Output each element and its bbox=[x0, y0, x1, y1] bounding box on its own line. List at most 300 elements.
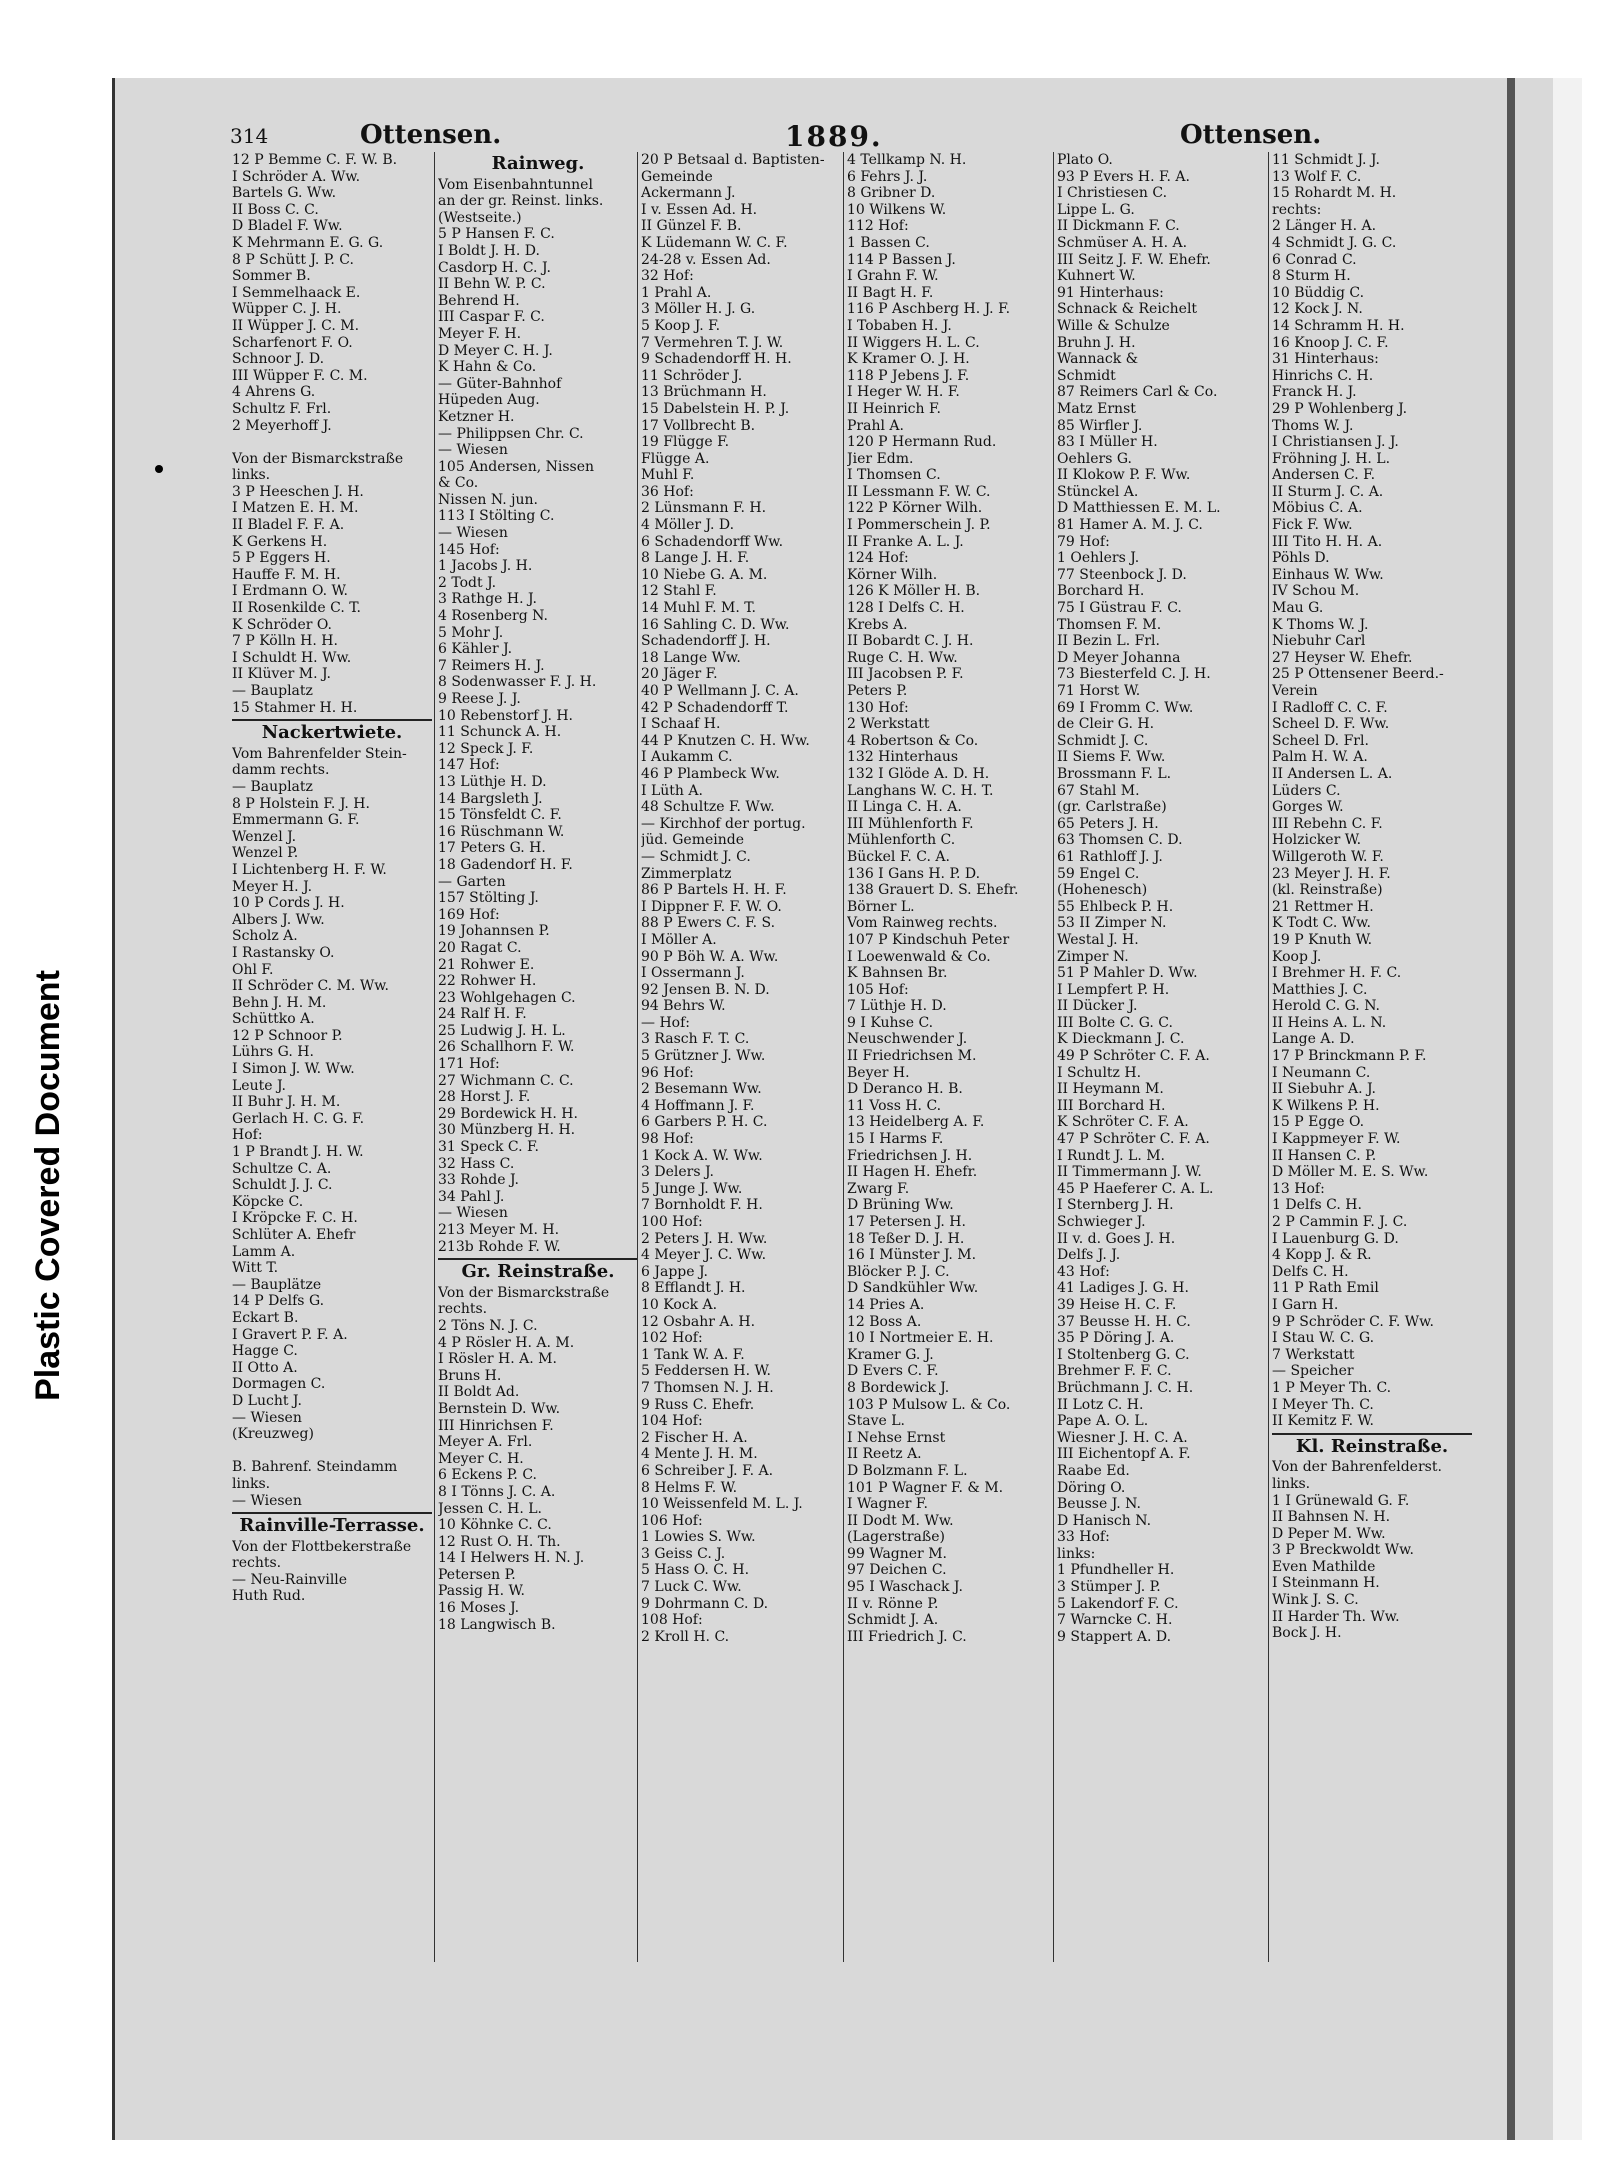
directory-entry: II Franke A. L. J. bbox=[847, 533, 964, 550]
directory-entry: Schultze C. A. bbox=[232, 1160, 332, 1177]
directory-entry: Niebuhr Carl bbox=[1272, 633, 1366, 650]
directory-entry: 157 Stölting J. bbox=[438, 890, 539, 907]
directory-entry: 171 Hof: bbox=[438, 1056, 500, 1073]
directory-entry: 114 P Bassen J. bbox=[847, 251, 956, 268]
directory-entry: D Matthiessen E. M. L. bbox=[1057, 500, 1221, 517]
directory-entry: 88 P Ewers C. F. S. bbox=[641, 915, 776, 932]
directory-entry: I Nehse Ernst bbox=[847, 1429, 946, 1446]
directory-entry: II Dodt M. Ww. bbox=[847, 1512, 954, 1529]
directory-entry: Passig H. W. bbox=[438, 1583, 525, 1600]
directory-entry: 23 Meyer J. H. F. bbox=[1272, 865, 1391, 882]
directory-entry: — Bauplatz bbox=[232, 683, 313, 699]
directory-entry: III Borchard H. bbox=[1057, 1097, 1166, 1114]
directory-entry: Eckart B. bbox=[232, 1309, 299, 1326]
directory-entry: III Mühlenforth F. bbox=[847, 815, 974, 832]
directory-entry: 107 P Kindschuh Peter bbox=[847, 931, 1010, 948]
directory-entry: 7 Warncke C. H. bbox=[1057, 1612, 1173, 1629]
directory-entry: 37 Beusse H. H. C. bbox=[1057, 1313, 1191, 1330]
directory-entry: 61 Rathloff J. J. bbox=[1057, 848, 1163, 865]
directory-entry: Westal J. H. bbox=[1057, 931, 1139, 948]
directory-entry: Fröhning J. H. L. bbox=[1272, 450, 1391, 467]
directory-entry: 10 P Cords J. H. bbox=[232, 895, 345, 912]
directory-entry: 132 Hinterhaus bbox=[847, 749, 959, 766]
directory-entry: 6 Schadendorff Ww. bbox=[641, 533, 784, 550]
directory-entry: 29 Bordewick H. H. bbox=[438, 1105, 578, 1122]
directory-entry: Lange A. D. bbox=[1272, 1031, 1355, 1048]
directory-entry: 13 Hof: bbox=[1272, 1180, 1325, 1197]
directory-entry: 14 Muhl F. M. T. bbox=[641, 600, 756, 617]
directory-entry: 28 Horst J. F. bbox=[438, 1089, 531, 1106]
directory-entry: 11 Schröder J. bbox=[641, 367, 743, 384]
directory-entry: I v. Essen Ad. H. bbox=[641, 201, 758, 218]
directory-entry: Schadendorff J. H. bbox=[641, 633, 771, 650]
directory-entry: I Lichtenberg H. F. W. bbox=[232, 861, 387, 878]
directory-entry: II Heymann M. bbox=[1057, 1081, 1164, 1098]
directory-entry: 9 Schadendorff H. H. bbox=[641, 351, 792, 368]
directory-entry: 12 Osbahr A. H. bbox=[641, 1313, 756, 1330]
directory-entry: 12 Boss A. bbox=[847, 1313, 922, 1330]
directory-entry: Bückel F. C. A. bbox=[847, 848, 950, 865]
page-binding bbox=[1507, 78, 1515, 2140]
directory-entry: 42 P Schadendorff T. bbox=[641, 699, 789, 716]
directory-entry: Schuldt J. J. C. bbox=[232, 1177, 333, 1194]
directory-entry: Scheel D. F. Ww. bbox=[1272, 716, 1390, 733]
directory-entry: Vom Bahrenfelder Stein- bbox=[232, 745, 407, 762]
directory-entry: I Aukamm C. bbox=[641, 749, 733, 766]
directory-entry: 34 Pahl J. bbox=[438, 1188, 505, 1205]
directory-entry: II Schröder C. M. Ww. bbox=[232, 978, 389, 995]
directory-entry: Hauffe F. M. H. bbox=[232, 566, 341, 583]
directory-entry: Zimmerplatz bbox=[641, 865, 732, 882]
directory-entry: 21 Rettmer H. bbox=[1272, 898, 1374, 915]
directory-entry: Jessen C. H. L. bbox=[438, 1500, 542, 1517]
directory-entry: Schwieger J. bbox=[1057, 1214, 1146, 1230]
directory-entry: Petersen P. bbox=[438, 1566, 516, 1583]
directory-entry: Wannack & bbox=[1057, 351, 1139, 368]
directory-entry: Schmüser A. H. A. bbox=[1057, 234, 1188, 251]
directory-entry: D Hanisch N. bbox=[1057, 1512, 1152, 1529]
directory-entry: 91 Hinterhaus: bbox=[1057, 284, 1164, 301]
directory-column-1 bbox=[232, 152, 432, 1605]
directory-entry: 14 Pries A. bbox=[847, 1296, 925, 1313]
directory-entry: 36 Hof: bbox=[641, 483, 694, 500]
directory-entry: Einhaus W. Ww. bbox=[1272, 566, 1384, 583]
directory-entry: Von der Bahrenfelderst. bbox=[1272, 1459, 1442, 1476]
directory-entry: 1 Pfundheller H. bbox=[1057, 1562, 1175, 1579]
directory-entry: 3 Möller H. J. G. bbox=[641, 301, 756, 318]
directory-entry: I Meyer Th. C. bbox=[1272, 1396, 1374, 1413]
directory-entry: Franck H. J. bbox=[1272, 384, 1357, 401]
directory-entry: K Dieckmann J. C. bbox=[1057, 1031, 1185, 1048]
directory-entry: 4 Meyer J. C. Ww. bbox=[641, 1247, 767, 1264]
directory-entry: 7 Vermehren T. J. W. bbox=[641, 334, 784, 351]
directory-entry: 2 Meyerhoff J. bbox=[232, 417, 332, 434]
directory-entry: 10 Wilkens W. bbox=[847, 201, 947, 218]
directory-entry: — Speicher bbox=[1272, 1363, 1354, 1380]
directory-entry: 7 Werkstatt bbox=[1272, 1346, 1355, 1363]
directory-entry: Vom Rainweg rechts. bbox=[847, 915, 998, 932]
directory-entry: 33 Hof: bbox=[1057, 1529, 1110, 1546]
directory-entry: 2 Werkstatt bbox=[847, 716, 930, 733]
directory-entry: 94 Behrs W. bbox=[641, 998, 726, 1015]
directory-entry: — Bauplätze bbox=[232, 1276, 322, 1293]
directory-entry: 23 Wohlgehagen C. bbox=[438, 989, 576, 1006]
directory-entry: 43 Hof: bbox=[1057, 1263, 1110, 1280]
directory-entry: II Boss C. C. bbox=[232, 201, 319, 218]
directory-entry: II Otto A. bbox=[232, 1359, 298, 1376]
directory-column-2 bbox=[438, 152, 638, 1633]
directory-entry: III Jacobsen P. F. bbox=[847, 666, 964, 683]
directory-entry: 20 Jäger F. bbox=[641, 666, 718, 683]
directory-entry: II Reetz A. bbox=[847, 1446, 922, 1463]
directory-entry: 86 P Bartels H. H. F. bbox=[641, 882, 787, 899]
directory-entry: 10 Büddig C. bbox=[1272, 284, 1365, 301]
directory-entry: 14 Schramm H. H. bbox=[1272, 317, 1405, 334]
directory-entry: Kramer G. J. bbox=[847, 1346, 934, 1363]
directory-entry: Gemeinde bbox=[641, 168, 713, 185]
directory-entry: III Tito H. H. A. bbox=[1272, 533, 1383, 550]
directory-entry: I Garn H. bbox=[1272, 1296, 1339, 1313]
directory-entry: rechts: bbox=[1272, 201, 1322, 218]
directory-entry: K Schröder O. bbox=[232, 616, 332, 633]
directory-entry: I Möller A. bbox=[641, 931, 717, 948]
directory-entry: 16 I Münster J. M. bbox=[847, 1247, 977, 1264]
directory-entry: 6 Conrad C. bbox=[1272, 251, 1357, 268]
directory-entry: I Christiansen J. J. bbox=[1272, 434, 1399, 451]
directory-entry: — Hof: bbox=[641, 1014, 690, 1031]
directory-entry: 11 Voss H. C. bbox=[847, 1097, 942, 1114]
directory-entry: I Stoltenberg G. C. bbox=[1057, 1346, 1190, 1363]
directory-entry: II Günzel F. B. bbox=[641, 218, 742, 235]
street-heading: Rainville-Terrasse. bbox=[239, 1515, 425, 1537]
directory-entry: I Simon J. W. Ww. bbox=[232, 1061, 355, 1078]
directory-entry: 6 Schreiber J. F. A. bbox=[641, 1462, 774, 1479]
directory-entry: 3 Rasch F. T. C. bbox=[641, 1031, 750, 1048]
directory-entry: 8 Helms F. W. bbox=[641, 1479, 738, 1496]
directory-entry: I Schuldt H. Ww. bbox=[232, 649, 352, 666]
directory-entry: 108 Hof: bbox=[641, 1612, 703, 1629]
directory-entry: 10 Rebenstorf J. H. bbox=[438, 707, 574, 724]
directory-entry: I Lüth A. bbox=[641, 782, 703, 799]
directory-entry: Zimper N. bbox=[1057, 948, 1129, 965]
directory-entry: 15 Stahmer H. H. bbox=[232, 699, 358, 716]
directory-entry: 7 Bornholdt F. H. bbox=[641, 1197, 763, 1214]
directory-entry: Mühlenforth C. bbox=[847, 832, 956, 849]
directory-entry: links. bbox=[232, 1475, 271, 1492]
directory-entry: D Bolzmann F. L. bbox=[847, 1462, 968, 1479]
directory-entry: II Siems F. Ww. bbox=[1057, 749, 1166, 766]
directory-entry: Wenzel J. bbox=[232, 828, 297, 845]
directory-entry: 5 Koop J. F. bbox=[641, 317, 721, 334]
directory-entry: II Hansen C. P. bbox=[1272, 1147, 1377, 1164]
directory-entry: II Friedrichsen M. bbox=[847, 1048, 977, 1065]
directory-entry: II Harder Th. Ww. bbox=[1272, 1608, 1400, 1625]
column-divider bbox=[637, 152, 638, 1962]
directory-entry: 11 Schmidt J. J. bbox=[1272, 152, 1380, 168]
directory-entry: Meyer A. Frl. bbox=[438, 1434, 533, 1451]
directory-entry: Köpcke C. bbox=[232, 1193, 304, 1210]
directory-entry: I Heger W. H. F. bbox=[847, 384, 960, 401]
directory-entry: II Lessmann F. W. C. bbox=[847, 483, 991, 500]
directory-entry: 27 Wichmann C. C. bbox=[438, 1072, 574, 1089]
directory-entry: I Dippner F. F. W. O. bbox=[641, 898, 782, 915]
directory-entry: rechts. bbox=[438, 1301, 488, 1318]
directory-entry: 4 Schmidt J. G. C. bbox=[1272, 234, 1397, 251]
directory-entry: Gerlach H. C. G. F. bbox=[232, 1110, 365, 1127]
section-rule bbox=[232, 1512, 432, 1514]
directory-entry: Bruhn J. H. bbox=[1057, 334, 1136, 351]
directory-entry: & Co. bbox=[438, 475, 479, 492]
directory-entry: 1 Jacobs J. H. bbox=[438, 558, 533, 575]
directory-entry: I Tobaben H. J. bbox=[847, 317, 952, 334]
directory-entry: Friedrichsen J. H. bbox=[847, 1147, 973, 1164]
directory-entry: 31 Speck C. F. bbox=[438, 1139, 539, 1156]
directory-entry: 102 Hof: bbox=[641, 1330, 703, 1347]
directory-entry: rechts. bbox=[232, 1555, 282, 1572]
directory-entry: I Schultz H. bbox=[1057, 1064, 1142, 1081]
directory-entry: 145 Hof: bbox=[438, 541, 500, 558]
directory-entry: links. bbox=[1272, 1475, 1311, 1492]
directory-entry: III Hinrichsen F. bbox=[438, 1417, 554, 1434]
directory-entry: 7 Reimers H. J. bbox=[438, 657, 545, 674]
directory-entry: Even Mathilde bbox=[1272, 1558, 1376, 1575]
directory-entry: 27 Heyser W. Ehefr. bbox=[1272, 649, 1413, 666]
directory-entry: II Behn W. P. C. bbox=[438, 276, 546, 293]
directory-entry: 1 Lowies S. Ww. bbox=[641, 1529, 756, 1546]
directory-entry: II v. Rönne P. bbox=[847, 1595, 939, 1612]
directory-entry: 1 Bassen C. bbox=[847, 234, 930, 251]
directory-entry: Blöcker P. J. C. bbox=[847, 1263, 950, 1280]
column-divider bbox=[434, 152, 435, 1962]
directory-entry: 4 Kopp J. & R. bbox=[1272, 1247, 1372, 1264]
directory-entry: 3 Geiss C. J. bbox=[641, 1545, 726, 1562]
directory-entry: Huth Rud. bbox=[232, 1588, 306, 1605]
directory-entry: 7 P Kölln H. H. bbox=[232, 633, 338, 650]
directory-entry: an der gr. Reinst. links. bbox=[438, 193, 604, 210]
directory-entry: 6 Kähler J. bbox=[438, 641, 513, 658]
directory-entry: I Rastansky O. bbox=[232, 944, 335, 961]
directory-entry: II Wiggers H. L. C. bbox=[847, 334, 980, 351]
directory-entry: III Caspar F. C. bbox=[438, 309, 545, 326]
directory-entry: Herold C. G. N. bbox=[1272, 998, 1381, 1015]
directory-entry: Brehmer F. F. C. bbox=[1057, 1363, 1172, 1380]
directory-entry: 1 I Grünewald G. F. bbox=[1272, 1492, 1410, 1509]
directory-entry: 95 I Waschack J. bbox=[847, 1579, 963, 1596]
directory-entry: Krebs A. bbox=[847, 616, 908, 633]
directory-entry: de Cleir G. H. bbox=[1057, 716, 1155, 733]
directory-entry: D Möller M. E. S. Ww. bbox=[1272, 1164, 1429, 1181]
directory-entry: 26 Schallhorn F. W. bbox=[438, 1039, 575, 1056]
directory-entry: Borchard H. bbox=[1057, 583, 1145, 600]
directory-entry: 1 P Brandt J. H. W. bbox=[232, 1144, 364, 1161]
directory-entry: 20 P Betsaal d. Baptisten- bbox=[641, 152, 825, 168]
directory-entry: II Bezin L. Frl. bbox=[1057, 633, 1160, 650]
directory-entry: 8 Sturm H. bbox=[1272, 268, 1351, 285]
street-heading: Rainweg. bbox=[491, 153, 585, 174]
directory-entry: 19 Johannsen P. bbox=[438, 923, 550, 940]
directory-entry: 49 P Schröter C. F. A. bbox=[1057, 1048, 1210, 1065]
directory-entry: 48 Schultze F. Ww. bbox=[641, 799, 775, 816]
directory-entry: jüd. Gemeinde bbox=[641, 832, 744, 849]
directory-entry: Beusse J. N. bbox=[1057, 1496, 1141, 1513]
directory-entry: (kl. Reinstraße) bbox=[1272, 882, 1383, 899]
directory-entry: I Sternberg J. H. bbox=[1057, 1197, 1174, 1214]
directory-entry: Langhans W. C. H. T. bbox=[847, 782, 994, 799]
directory-entry: 213 Meyer M. H. bbox=[438, 1222, 560, 1238]
directory-entry: K Lüdemann W. C. F. bbox=[641, 234, 788, 251]
directory-entry: D Peper M. Ww. bbox=[1272, 1525, 1386, 1542]
directory-entry: 124 Hof: bbox=[847, 550, 909, 567]
directory-entry: 2 Kroll H. C. bbox=[641, 1628, 730, 1645]
directory-entry: 92 Jensen B. N. D. bbox=[641, 981, 770, 998]
directory-entry: Kuhnert W. bbox=[1057, 268, 1136, 285]
directory-entry: Döring O. bbox=[1057, 1479, 1126, 1496]
directory-entry: 15 P Egge O. bbox=[1272, 1114, 1365, 1131]
directory-entry: I Kappmeyer F. W. bbox=[1272, 1131, 1401, 1148]
directory-entry: 6 Fehrs J. J. bbox=[847, 168, 928, 185]
directory-entry: I Steinmann H. bbox=[1272, 1575, 1380, 1592]
directory-entry: 16 Moses J. bbox=[438, 1600, 520, 1617]
directory-entry: Gorges W. bbox=[1272, 799, 1344, 816]
directory-entry: Behn J. H. M. bbox=[232, 994, 327, 1011]
directory-entry: K Mehrmann E. G. G. bbox=[232, 234, 384, 251]
directory-entry: 17 P Brinckmann P. F. bbox=[1272, 1048, 1427, 1065]
directory-entry: 53 II Zimper N. bbox=[1057, 915, 1167, 932]
directory-entry: 67 Stahl M. bbox=[1057, 782, 1140, 799]
directory-entry: I Loewenwald & Co. bbox=[847, 948, 991, 965]
directory-entry: Hagge C. bbox=[232, 1343, 298, 1360]
directory-entry: 65 Peters J. H. bbox=[1057, 815, 1159, 832]
directory-entry: Von der Bismarckstraße bbox=[232, 450, 404, 467]
directory-entry: Bartels G. Ww. bbox=[232, 185, 337, 202]
directory-entry: — Wiesen bbox=[438, 1205, 508, 1222]
directory-entry: (Westseite.) bbox=[438, 209, 522, 226]
directory-entry: 20 Ragat C. bbox=[438, 939, 522, 956]
directory-entry: 18 Teßer D. J. H. bbox=[847, 1230, 965, 1247]
directory-entry: 17 Petersen J. H. bbox=[847, 1214, 966, 1230]
directory-entry: 1 Prahl A. bbox=[641, 284, 712, 301]
directory-entry: 8 Bordewick J. bbox=[847, 1379, 950, 1396]
directory-entry: Wenzel P. bbox=[232, 845, 299, 862]
directory-entry: 13 Brüchmann H. bbox=[641, 384, 767, 401]
directory-entry: 4 Möller J. D. bbox=[641, 517, 735, 534]
directory-entry: II Dücker J. bbox=[1057, 998, 1138, 1015]
directory-entry: 15 Dabelstein H. P. J. bbox=[641, 400, 790, 417]
directory-entry: 9 I Kuhse C. bbox=[847, 1014, 934, 1031]
directory-entry: II Heinrich F. bbox=[847, 400, 941, 417]
directory-entry: (Hohenesch) bbox=[1057, 882, 1148, 899]
directory-entry: II Bagt H. F. bbox=[847, 284, 934, 301]
directory-entry: 4 Rosenberg N. bbox=[438, 608, 548, 625]
directory-entry: 112 Hof: bbox=[847, 218, 909, 235]
directory-entry: 12 Rust O. H. Th. bbox=[438, 1533, 561, 1550]
directory-entry: Matz Ernst bbox=[1057, 400, 1136, 417]
directory-entry: Schmidt J. A. bbox=[847, 1612, 939, 1629]
directory-entry: I Thomsen C. bbox=[847, 467, 941, 484]
directory-entry: I Stau W. C. G. bbox=[1272, 1330, 1375, 1347]
directory-entry: 93 P Evers H. F. A. bbox=[1057, 168, 1190, 185]
directory-entry: 105 Hof: bbox=[847, 981, 909, 998]
directory-entry: Schlüter A. Ehefr bbox=[232, 1227, 356, 1243]
directory-entry: 4 Mente J. H. M. bbox=[641, 1446, 758, 1463]
directory-entry: Von der Flottbekerstraße bbox=[232, 1538, 412, 1555]
directory-entry: 4 P Rösler H. A. M. bbox=[438, 1334, 575, 1351]
directory-entry: Zwarg F. bbox=[847, 1180, 910, 1197]
directory-entry: 1 Tank W. A. F. bbox=[641, 1346, 745, 1363]
directory-column-6 bbox=[1272, 152, 1472, 1642]
directory-entry: D Lucht J. bbox=[232, 1392, 302, 1409]
directory-entry: Ohl F. bbox=[232, 961, 274, 978]
directory-entry: 118 P Jebens J. F. bbox=[847, 367, 970, 384]
directory-entry: K Hahn & Co. bbox=[438, 359, 537, 376]
directory-entry: Wüpper C. J. H. bbox=[232, 301, 342, 318]
directory-entry: 16 Rüschmann W. bbox=[438, 823, 565, 840]
street-heading: Gr. Reinstraße. bbox=[461, 1261, 615, 1283]
directory-entry: II Klüver M. J. bbox=[232, 666, 332, 683]
directory-entry: Flügge A. bbox=[641, 450, 710, 467]
directory-entry: 17 Peters G. H. bbox=[438, 840, 546, 857]
directory-entry: 5 Hass O. C. H. bbox=[641, 1562, 750, 1579]
directory-entry: 8 Lange J. H. F. bbox=[641, 550, 750, 567]
directory-entry: II Bladel F. F. A. bbox=[232, 517, 345, 534]
directory-entry: (gr. Carlstraße) bbox=[1057, 799, 1167, 816]
directory-entry: 213b Rohde F. W. bbox=[438, 1238, 561, 1255]
directory-entry: I Grahn F. W. bbox=[847, 268, 939, 285]
directory-entry: 9 Reese J. J. bbox=[438, 691, 521, 707]
directory-entry: 90 P Böh W. A. Ww. bbox=[641, 948, 779, 965]
directory-entry: II Bobardt C. J. H. bbox=[847, 633, 974, 650]
directory-entry: Leute J. bbox=[232, 1077, 286, 1094]
directory-entry: Scharfenort F. O. bbox=[232, 334, 353, 351]
directory-entry: 7 Luck C. Ww. bbox=[641, 1579, 742, 1596]
directory-entry: 4 Ahrens G. bbox=[232, 384, 316, 401]
directory-entry: Witt T. bbox=[232, 1260, 279, 1277]
directory-entry: 14 Bargsleth J. bbox=[438, 790, 543, 807]
directory-entry: Wink J. S. C. bbox=[1272, 1592, 1359, 1609]
directory-entry: I Erdmann O. W. bbox=[232, 583, 348, 600]
directory-entry bbox=[232, 1443, 432, 1460]
column-divider bbox=[1268, 152, 1269, 1962]
directory-entry: — Wiesen bbox=[438, 525, 508, 542]
directory-entry: 1 Delfs C. H. bbox=[1272, 1197, 1362, 1214]
directory-entry: Koop J. bbox=[1272, 948, 1322, 965]
directory-entry: 3 Delers J. bbox=[641, 1164, 714, 1181]
directory-entry: 18 Lange Ww. bbox=[641, 649, 741, 666]
directory-entry: 12 Stahl F. bbox=[641, 583, 717, 600]
page-number: 314 bbox=[230, 124, 269, 148]
directory-entry: Emmermann G. F. bbox=[232, 812, 360, 829]
directory-entry: 8 Efflandt J. H. bbox=[641, 1280, 746, 1297]
directory-entry: I Brehmer H. F. C. bbox=[1272, 965, 1402, 982]
directory-entry: I Ossermann J. bbox=[641, 965, 745, 982]
directory-entry: Prahl A. bbox=[847, 417, 904, 434]
directory-entry: 7 Lüthje H. D. bbox=[847, 998, 947, 1015]
directory-entry: Körner Wilh. bbox=[847, 566, 938, 583]
directory-entry: Lippe L. G. bbox=[1057, 201, 1135, 218]
directory-entry: 2 Fischer H. A. bbox=[641, 1429, 748, 1446]
directory-entry: I Semmelhaack E. bbox=[232, 284, 361, 301]
directory-entry: 9 Russ C. Ehefr. bbox=[641, 1396, 755, 1413]
directory-entry: Meyer C. H. bbox=[438, 1450, 524, 1467]
directory-entry: D Evers C. F. bbox=[847, 1363, 939, 1380]
directory-entry: II Siebuhr A. J. bbox=[1272, 1081, 1376, 1098]
directory-entry: Holzicker W. bbox=[1272, 832, 1362, 849]
directory-entry: 5 Feddersen H. W. bbox=[641, 1363, 771, 1380]
directory-entry: 45 P Haeferer C. A. L. bbox=[1057, 1180, 1214, 1197]
directory-entry: II Bahnsen N. H. bbox=[1272, 1509, 1391, 1526]
directory-entry: — Kirchhof der portug. bbox=[641, 815, 806, 832]
directory-entry: 8 P Schütt J. P. C. bbox=[232, 251, 354, 268]
